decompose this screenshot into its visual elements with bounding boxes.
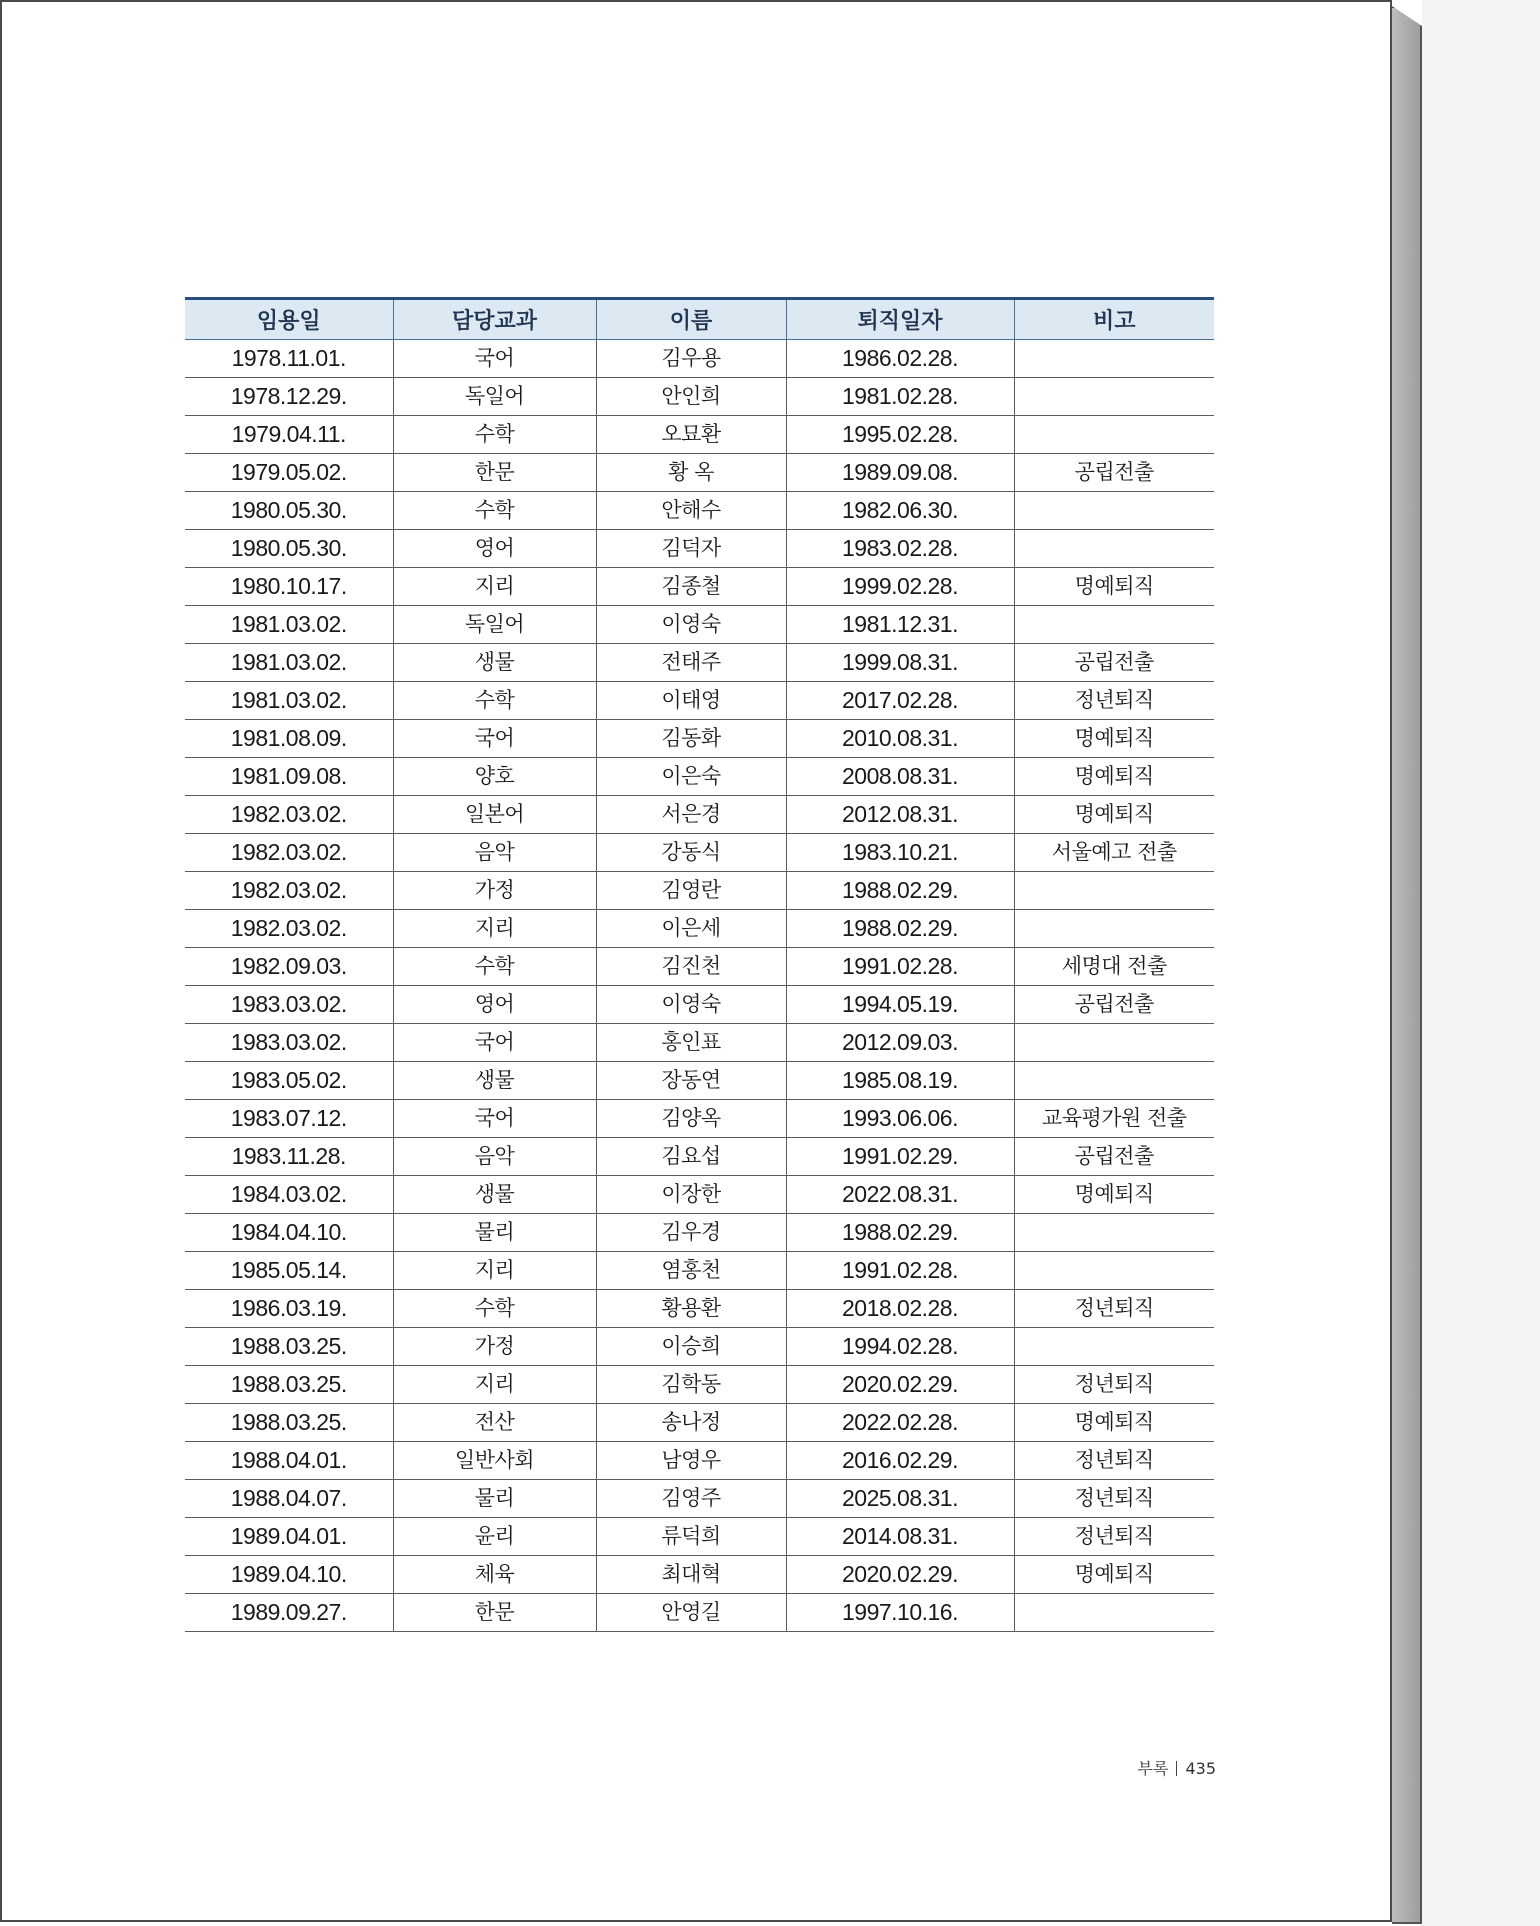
cell-subject: 수학: [393, 948, 596, 986]
cell-name: 김진천: [596, 948, 786, 986]
cell-remarks: 정년퇴직: [1014, 1366, 1214, 1404]
cell-remarks: 정년퇴직: [1014, 1442, 1214, 1480]
cell-subject: 지리: [393, 910, 596, 948]
cell-subject: 수학: [393, 416, 596, 454]
cell-name: 남영우: [596, 1442, 786, 1480]
page-number: 435: [1185, 1759, 1216, 1778]
cell-name: 황용환: [596, 1290, 786, 1328]
table-row: [185, 758, 1214, 796]
cell-retirement-date: 1988.02.29.: [786, 872, 1014, 910]
table-row: [185, 1328, 1214, 1366]
cell-name: 안인희: [596, 378, 786, 416]
table-row: [185, 1404, 1214, 1442]
cell-appointment-date: 1980.05.30.: [185, 530, 393, 568]
cell-name: 김우용: [596, 340, 786, 378]
cell-name: 안영길: [596, 1594, 786, 1632]
cell-appointment-date: 1986.03.19.: [185, 1290, 393, 1328]
cell-name: 김양옥: [596, 1100, 786, 1138]
cell-subject: 일본어: [393, 796, 596, 834]
cell-remarks: 명예퇴직: [1014, 1176, 1214, 1214]
cell-retirement-date: 2014.08.31.: [786, 1518, 1014, 1556]
cell-subject: 국어: [393, 720, 596, 758]
cell-appointment-date: 1982.03.02.: [185, 872, 393, 910]
table-row: [185, 1480, 1214, 1518]
cell-subject: 물리: [393, 1480, 596, 1518]
cell-remarks: [1014, 1214, 1214, 1252]
cell-remarks: 교육평가원 전출: [1014, 1100, 1214, 1138]
cell-remarks: [1014, 606, 1214, 644]
table-row: [185, 872, 1214, 910]
background-margin: [1422, 0, 1540, 1926]
cell-retirement-date: 1999.08.31.: [786, 644, 1014, 682]
cell-remarks: 명예퇴직: [1014, 758, 1214, 796]
cell-appointment-date: 1989.04.10.: [185, 1556, 393, 1594]
cell-remarks: [1014, 1594, 1214, 1632]
table-row: [185, 1214, 1214, 1252]
cell-retirement-date: 1989.09.08.: [786, 454, 1014, 492]
cell-retirement-date: 1993.06.06.: [786, 1100, 1014, 1138]
header-name: 이름: [596, 299, 786, 340]
table-row: [185, 796, 1214, 834]
cell-name: 김덕자: [596, 530, 786, 568]
table-row: [185, 1366, 1214, 1404]
cell-retirement-date: 2020.02.29.: [786, 1366, 1014, 1404]
cell-name: 김우경: [596, 1214, 786, 1252]
cell-name: 이태영: [596, 682, 786, 720]
cell-name: 염홍천: [596, 1252, 786, 1290]
cell-name: 김영주: [596, 1480, 786, 1518]
cell-retirement-date: 1991.02.28.: [786, 1252, 1014, 1290]
cell-appointment-date: 1983.07.12.: [185, 1100, 393, 1138]
cell-name: 이승희: [596, 1328, 786, 1366]
cell-name: 김요섭: [596, 1138, 786, 1176]
cell-name: 장동연: [596, 1062, 786, 1100]
cell-appointment-date: 1989.09.27.: [185, 1594, 393, 1632]
cell-name: 오묘환: [596, 416, 786, 454]
cell-name: 강동식: [596, 834, 786, 872]
cell-subject: 한문: [393, 1594, 596, 1632]
cell-subject: 수학: [393, 492, 596, 530]
cell-name: 이영숙: [596, 986, 786, 1024]
cell-name: 송나정: [596, 1404, 786, 1442]
table-row: [185, 606, 1214, 644]
cell-remarks: 공립전출: [1014, 454, 1214, 492]
table-row: [185, 1100, 1214, 1138]
cell-subject: 생물: [393, 1176, 596, 1214]
cell-retirement-date: 2025.08.31.: [786, 1480, 1014, 1518]
table-row: [185, 1062, 1214, 1100]
cell-appointment-date: 1981.09.08.: [185, 758, 393, 796]
cell-retirement-date: 1994.05.19.: [786, 986, 1014, 1024]
cell-retirement-date: 2022.08.31.: [786, 1176, 1014, 1214]
cell-name: 이은세: [596, 910, 786, 948]
cell-subject: 독일어: [393, 606, 596, 644]
cell-remarks: 정년퇴직: [1014, 1518, 1214, 1556]
cell-name: 전태주: [596, 644, 786, 682]
cell-retirement-date: 1994.02.28.: [786, 1328, 1014, 1366]
cell-appointment-date: 1982.03.02.: [185, 796, 393, 834]
cell-retirement-date: 2016.02.29.: [786, 1442, 1014, 1480]
cell-appointment-date: 1988.03.25.: [185, 1366, 393, 1404]
cell-remarks: 공립전출: [1014, 644, 1214, 682]
cell-name: 김학동: [596, 1366, 786, 1404]
cell-subject: 수학: [393, 1290, 596, 1328]
cell-retirement-date: 1985.08.19.: [786, 1062, 1014, 1100]
cell-retirement-date: 1988.02.29.: [786, 1214, 1014, 1252]
table-row: [185, 1252, 1214, 1290]
cell-appointment-date: 1983.03.02.: [185, 1024, 393, 1062]
cell-subject: 양호: [393, 758, 596, 796]
table-row: [185, 910, 1214, 948]
cell-appointment-date: 1983.11.28.: [185, 1138, 393, 1176]
cell-name: 이은숙: [596, 758, 786, 796]
table-row: [185, 1594, 1214, 1632]
cell-name: 이영숙: [596, 606, 786, 644]
table-row: [185, 834, 1214, 872]
cell-name: 김동화: [596, 720, 786, 758]
table-row: [185, 720, 1214, 758]
cell-retirement-date: 2017.02.28.: [786, 682, 1014, 720]
cell-retirement-date: 1981.02.28.: [786, 378, 1014, 416]
table-row: [185, 340, 1214, 378]
table-row: [185, 416, 1214, 454]
table-header-row: [185, 299, 1214, 340]
cell-appointment-date: 1983.03.02.: [185, 986, 393, 1024]
cell-subject: 한문: [393, 454, 596, 492]
cell-subject: 전산: [393, 1404, 596, 1442]
cell-remarks: 공립전출: [1014, 986, 1214, 1024]
cell-remarks: 공립전출: [1014, 1138, 1214, 1176]
cell-remarks: 명예퇴직: [1014, 1556, 1214, 1594]
cell-retirement-date: 1986.02.28.: [786, 340, 1014, 378]
cell-subject: 지리: [393, 568, 596, 606]
header-appointment-date: 임용일: [185, 299, 393, 340]
cell-retirement-date: 1988.02.29.: [786, 910, 1014, 948]
cell-remarks: 서울예고 전출: [1014, 834, 1214, 872]
table-row: [185, 1290, 1214, 1328]
table-row: [185, 682, 1214, 720]
cell-retirement-date: 2022.02.28.: [786, 1404, 1014, 1442]
cell-remarks: 명예퇴직: [1014, 796, 1214, 834]
cell-retirement-date: 1983.02.28.: [786, 530, 1014, 568]
cell-retirement-date: 2012.09.03.: [786, 1024, 1014, 1062]
cell-remarks: [1014, 872, 1214, 910]
cell-subject: 수학: [393, 682, 596, 720]
cell-subject: 생물: [393, 644, 596, 682]
cell-name: 이장한: [596, 1176, 786, 1214]
cell-remarks: [1014, 416, 1214, 454]
cell-remarks: 명예퇴직: [1014, 568, 1214, 606]
cell-subject: 독일어: [393, 378, 596, 416]
table-row: [185, 1442, 1214, 1480]
cell-appointment-date: 1984.04.10.: [185, 1214, 393, 1252]
cell-remarks: 명예퇴직: [1014, 720, 1214, 758]
cell-remarks: [1014, 492, 1214, 530]
cell-appointment-date: 1979.05.02.: [185, 454, 393, 492]
header-retirement-date: 퇴직일자: [786, 299, 1014, 340]
cell-appointment-date: 1981.08.09.: [185, 720, 393, 758]
cell-name: 김종철: [596, 568, 786, 606]
cell-appointment-date: 1980.10.17.: [185, 568, 393, 606]
cell-retirement-date: 1991.02.29.: [786, 1138, 1014, 1176]
cell-subject: 국어: [393, 1100, 596, 1138]
table-row: [185, 1518, 1214, 1556]
cell-retirement-date: 1981.12.31.: [786, 606, 1014, 644]
header-subject: 담당교과: [393, 299, 596, 340]
cell-retirement-date: 1991.02.28.: [786, 948, 1014, 986]
cell-subject: 국어: [393, 1024, 596, 1062]
cell-retirement-date: 2018.02.28.: [786, 1290, 1014, 1328]
cell-subject: 지리: [393, 1366, 596, 1404]
table-row: [185, 948, 1214, 986]
cell-name: 김영란: [596, 872, 786, 910]
page-footer: [1130, 1756, 1216, 1779]
cell-subject: 물리: [393, 1214, 596, 1252]
cell-appointment-date: 1979.04.11.: [185, 416, 393, 454]
table-row: [185, 568, 1214, 606]
cell-retirement-date: 1995.02.28.: [786, 416, 1014, 454]
page-stack-edge: [1392, 6, 1422, 1924]
cell-appointment-date: 1988.04.01.: [185, 1442, 393, 1480]
header-remarks: 비고: [1014, 299, 1214, 340]
cell-retirement-date: 1999.02.28.: [786, 568, 1014, 606]
cell-retirement-date: 2010.08.31.: [786, 720, 1014, 758]
footer-section-label: 부록: [1137, 1759, 1169, 1778]
cell-name: 서은경: [596, 796, 786, 834]
cell-remarks: [1014, 1024, 1214, 1062]
cell-remarks: [1014, 1252, 1214, 1290]
cell-appointment-date: 1988.04.07.: [185, 1480, 393, 1518]
table-row: [185, 1176, 1214, 1214]
cell-appointment-date: 1981.03.02.: [185, 682, 393, 720]
cell-appointment-date: 1982.03.02.: [185, 834, 393, 872]
cell-subject: 일반사회: [393, 1442, 596, 1480]
table-row: [185, 644, 1214, 682]
table-row: [185, 530, 1214, 568]
cell-name: 안해수: [596, 492, 786, 530]
cell-appointment-date: 1988.03.25.: [185, 1404, 393, 1442]
cell-subject: 영어: [393, 986, 596, 1024]
table-row: [185, 1556, 1214, 1594]
table-row: [185, 1138, 1214, 1176]
cell-remarks: [1014, 378, 1214, 416]
cell-subject: 체육: [393, 1556, 596, 1594]
cell-remarks: [1014, 340, 1214, 378]
table-row: [185, 492, 1214, 530]
cell-appointment-date: 1982.03.02.: [185, 910, 393, 948]
cell-appointment-date: 1985.05.14.: [185, 1252, 393, 1290]
cell-subject: 영어: [393, 530, 596, 568]
table-row: [185, 454, 1214, 492]
cell-subject: 음악: [393, 834, 596, 872]
cell-appointment-date: 1989.04.01.: [185, 1518, 393, 1556]
cell-name: 최대혁: [596, 1556, 786, 1594]
cell-subject: 국어: [393, 340, 596, 378]
teacher-roster-table: [185, 297, 1214, 1632]
cell-name: 홍인표: [596, 1024, 786, 1062]
table-row: [185, 378, 1214, 416]
cell-retirement-date: 1997.10.16.: [786, 1594, 1014, 1632]
cell-retirement-date: 2012.08.31.: [786, 796, 1014, 834]
cell-retirement-date: 2020.02.29.: [786, 1556, 1014, 1594]
cell-subject: 가정: [393, 872, 596, 910]
cell-subject: 생물: [393, 1062, 596, 1100]
cell-remarks: [1014, 530, 1214, 568]
cell-remarks: 정년퇴직: [1014, 1480, 1214, 1518]
cell-remarks: 정년퇴직: [1014, 1290, 1214, 1328]
cell-appointment-date: 1984.03.02.: [185, 1176, 393, 1214]
cell-remarks: [1014, 910, 1214, 948]
cell-subject: 지리: [393, 1252, 596, 1290]
cell-subject: 윤리: [393, 1518, 596, 1556]
cell-remarks: [1014, 1328, 1214, 1366]
cell-subject: 음악: [393, 1138, 596, 1176]
cell-subject: 가정: [393, 1328, 596, 1366]
footer-divider: [1176, 1761, 1177, 1776]
cell-appointment-date: 1981.03.02.: [185, 644, 393, 682]
cell-name: 류덕희: [596, 1518, 786, 1556]
cell-remarks: [1014, 1062, 1214, 1100]
table-row: [185, 1024, 1214, 1062]
cell-appointment-date: 1980.05.30.: [185, 492, 393, 530]
cell-retirement-date: 1982.06.30.: [786, 492, 1014, 530]
cell-appointment-date: 1978.12.29.: [185, 378, 393, 416]
cell-name: 황 옥: [596, 454, 786, 492]
cell-appointment-date: 1981.03.02.: [185, 606, 393, 644]
cell-remarks: 명예퇴직: [1014, 1404, 1214, 1442]
cell-remarks: 세명대 전출: [1014, 948, 1214, 986]
cell-retirement-date: 2008.08.31.: [786, 758, 1014, 796]
cell-appointment-date: 1978.11.01.: [185, 340, 393, 378]
cell-retirement-date: 1983.10.21.: [786, 834, 1014, 872]
cell-remarks: 정년퇴직: [1014, 682, 1214, 720]
table-row: [185, 986, 1214, 1024]
cell-appointment-date: 1988.03.25.: [185, 1328, 393, 1366]
cell-appointment-date: 1982.09.03.: [185, 948, 393, 986]
cell-appointment-date: 1983.05.02.: [185, 1062, 393, 1100]
